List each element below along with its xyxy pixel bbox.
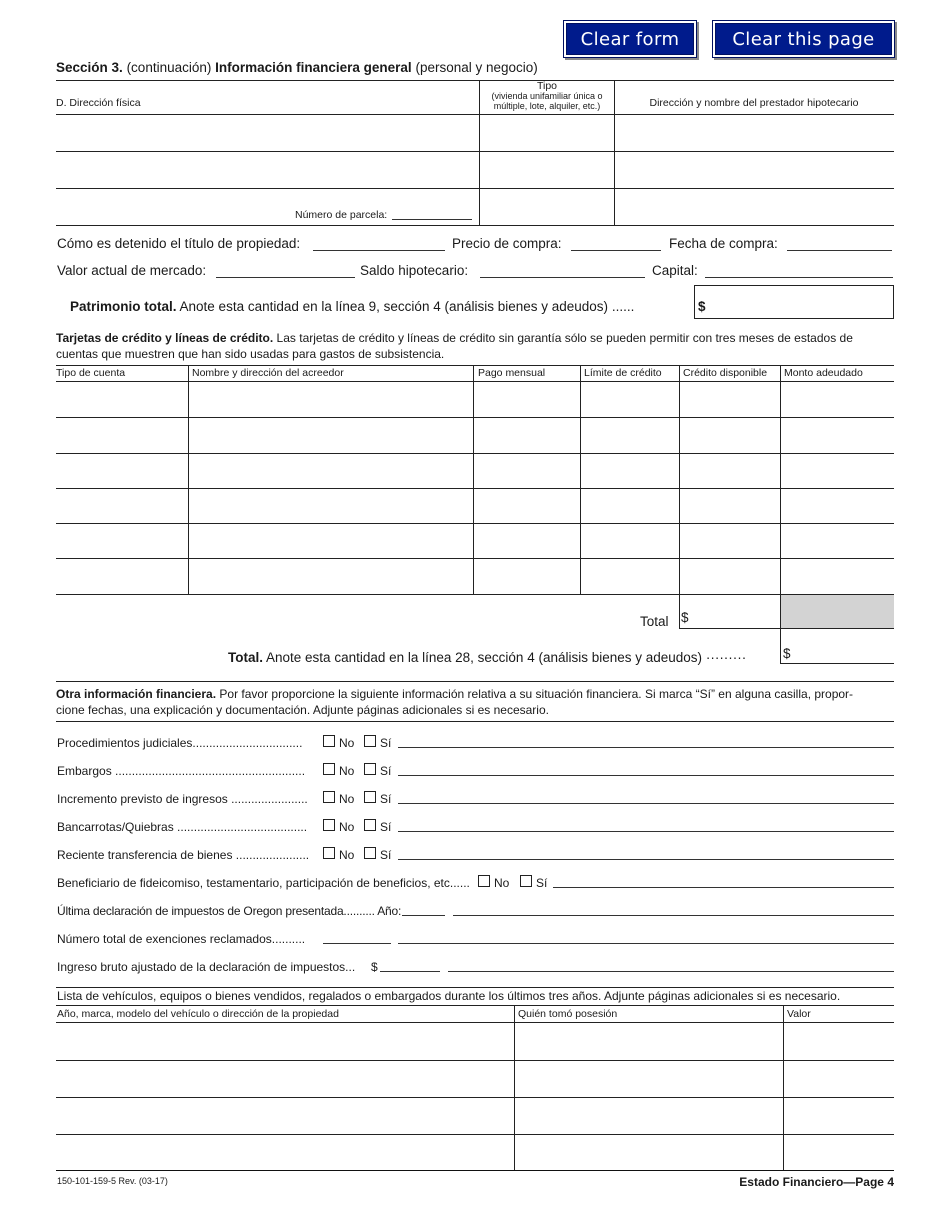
parcel-input[interactable] [392, 207, 472, 220]
beneficiary-yes-label: Sí [536, 876, 548, 890]
purchase-date-input[interactable] [787, 236, 892, 251]
lender-header: Dirección y nombre del prestador hipotecario [649, 97, 859, 109]
form-number: 150-101-159-5 Rev. (03-17) [57, 1176, 168, 1186]
item-transfer: Reciente transferencia de bienes ...................... [57, 848, 310, 862]
other-title-text-2: cione fechas, una explicación y documentación. Adjunte páginas adicionales si es necesario. [56, 703, 549, 717]
judicial-no-label: No [339, 736, 355, 750]
credit-total-dollar: $ [681, 610, 689, 625]
capital-input[interactable] [705, 263, 893, 278]
address-header: D. Dirección física [56, 97, 141, 109]
credit-col-limit: Límite de crédito [584, 367, 662, 379]
credit-title [56, 330, 896, 362]
beneficiary-no-checkbox[interactable] [478, 875, 490, 887]
beneficiary-yes-checkbox[interactable] [520, 875, 532, 887]
vehicles-title: Lista de vehículos, equipos o bienes vendidos, regalados o embargados durante los últimos tres años. Adjunte páginas adicionales si es necesario. [57, 989, 841, 1003]
vehicles-col-desc: Año, marca, modelo del vehículo o dirección de la propiedad [57, 1008, 339, 1020]
credit-total2-dots: ········· [705, 650, 747, 665]
credit-row-1[interactable] [56, 382, 894, 417]
transfer-explanation-input[interactable] [398, 846, 894, 860]
judicial-yes-label: Sí [380, 736, 392, 750]
exemptions-label: Número total de exenciones reclamados.......... [57, 932, 306, 946]
credit-title-bold: Tarjetas de crédito y líneas de crédito. [56, 331, 274, 345]
page-footer-title: Estado Financiero—Page 4 [739, 1175, 894, 1189]
type-input-1[interactable] [480, 115, 614, 151]
item-judicial: Procedimientos judiciales................................. [57, 736, 303, 750]
judicial-no-checkbox[interactable] [323, 735, 335, 747]
clear-page-button[interactable]: Clear this page [712, 20, 895, 58]
judicial-yes-checkbox[interactable] [364, 735, 376, 747]
equity-line [70, 299, 634, 314]
credit-col-owed: Monto adeudado [784, 367, 863, 379]
other-title [56, 686, 896, 718]
credit-col-type: Tipo de cuenta [56, 367, 126, 379]
transfer-yes-checkbox[interactable] [364, 847, 376, 859]
last-return-label: Última declaración de impuestos de Oregon presentada.......... Año: [57, 904, 402, 918]
vehicles-row-1[interactable] [56, 1023, 894, 1060]
section-label: Sección 3. [56, 60, 123, 75]
lender-input-1[interactable] [615, 115, 894, 151]
purchase-price-input[interactable] [571, 236, 661, 251]
income-yes-checkbox[interactable] [364, 791, 376, 803]
beneficiary-explanation-input[interactable] [553, 874, 894, 888]
credit-col-creditor: Nombre y dirección del acreedor [192, 367, 344, 379]
clear-form-button[interactable]: Clear form [563, 20, 697, 58]
exemptions-explanation-input[interactable] [398, 930, 894, 944]
parcel-label: Número de parcela: [295, 209, 388, 221]
purchase-date-label: Fecha de compra: [669, 236, 778, 251]
liens-yes-label: Sí [380, 764, 392, 778]
bankruptcy-yes-checkbox[interactable] [364, 819, 376, 831]
agi-label: Ingreso bruto ajustado de la declaración de impuestos... [57, 960, 356, 974]
agi-input[interactable] [380, 958, 440, 972]
other-title-bold: Otra información financiera. [56, 687, 217, 701]
title-held-input[interactable] [313, 236, 445, 251]
transfer-yes-label: Sí [380, 848, 392, 862]
credit-total-label: Total [640, 614, 669, 629]
income-no-checkbox[interactable] [323, 791, 335, 803]
equity-text: Anote esta cantidad en la línea 9, sección 4 (análisis bienes y adeudos) [179, 299, 609, 314]
type-header [480, 81, 614, 111]
credit-title-text-1: Las tarjetas de crédito y líneas de crédito sin garantía sólo se pueden permitir con tres meses de estados de [276, 331, 853, 345]
other-title-text-1: Por favor proporcione la siguiente información relativa a su situación financiera. Si marca “Sí” en alguna casilla, propor- [219, 687, 854, 701]
address-input-1[interactable] [56, 115, 479, 151]
income-yes-label: Sí [380, 792, 392, 806]
equity-dots: ...... [611, 299, 635, 314]
capital-label: Capital: [652, 263, 698, 278]
credit-total2 [228, 650, 746, 665]
bankruptcy-yes-label: Sí [380, 820, 392, 834]
credit-col-available: Crédito disponible [683, 367, 768, 379]
type-note-1: (vivienda unifamiliar única o [491, 91, 603, 101]
agi-dollar: $ [371, 960, 378, 974]
title-held-label: Cómo es detenido el título de propiedad: [57, 236, 301, 251]
credit-total2-bold: Total. [228, 650, 263, 665]
last-return-year-input[interactable] [402, 902, 445, 916]
bankruptcy-explanation-input[interactable] [398, 818, 894, 832]
judicial-explanation-input[interactable] [398, 734, 894, 748]
beneficiary-no-label: No [494, 876, 510, 890]
section-cont: (continuación) [126, 60, 212, 75]
credit-col-payment: Pago mensual [478, 367, 546, 379]
bankruptcy-no-label: No [339, 820, 355, 834]
purchase-price-label: Precio de compra: [452, 236, 562, 251]
vehicles-col-possession: Quién tomó posesión [518, 1008, 618, 1020]
item-income-increase: Incremento previsto de ingresos ....................... [57, 792, 308, 806]
transfer-no-label: No [339, 848, 355, 862]
liens-no-checkbox[interactable] [323, 763, 335, 775]
equity-bold: Patrimonio total. [70, 299, 177, 314]
income-explanation-input[interactable] [398, 790, 894, 804]
credit-total2-text: Anote esta cantidad en la línea 28, sección 4 (análisis bienes y adeudos) [266, 650, 703, 665]
type-note-2: múltiple, lote, alquiler, etc.) [493, 101, 601, 111]
exemptions-input[interactable] [323, 930, 391, 944]
agi-explanation-input[interactable] [448, 958, 894, 972]
item-liens: Embargos ......................................................... [57, 764, 306, 778]
liens-no-label: No [339, 764, 355, 778]
item-bankruptcy: Bancarrotas/Quiebras ....................................... [57, 820, 308, 834]
market-value-label: Valor actual de mercado: [57, 263, 207, 278]
vehicles-col-value: Valor [787, 1008, 811, 1020]
section-heading: Información financiera general [215, 60, 412, 75]
mortgage-balance-label: Saldo hipotecario: [360, 263, 469, 278]
credit-title-text-2: cuentas que muestren que han sido usadas para gastos de subsistencia. [56, 347, 445, 361]
liens-explanation-input[interactable] [398, 762, 894, 776]
shaded-cell [781, 595, 894, 628]
section-sub: (personal y negocio) [415, 60, 538, 75]
market-value-input[interactable] [216, 263, 355, 278]
type-header-label: Tipo [536, 80, 558, 92]
equity-dollar: $ [698, 299, 706, 314]
last-return-explanation-input[interactable] [453, 902, 894, 916]
income-no-label: No [339, 792, 355, 806]
equity-box[interactable] [694, 285, 894, 319]
mortgage-balance-input[interactable] [480, 263, 645, 278]
section-title [56, 60, 538, 75]
bankruptcy-no-checkbox[interactable] [323, 819, 335, 831]
liens-yes-checkbox[interactable] [364, 763, 376, 775]
credit-total2-dollar: $ [783, 646, 791, 661]
transfer-no-checkbox[interactable] [323, 847, 335, 859]
item-beneficiary: Beneficiario de fideicomiso, testamentario, participación de beneficios, etc...... [57, 876, 470, 890]
